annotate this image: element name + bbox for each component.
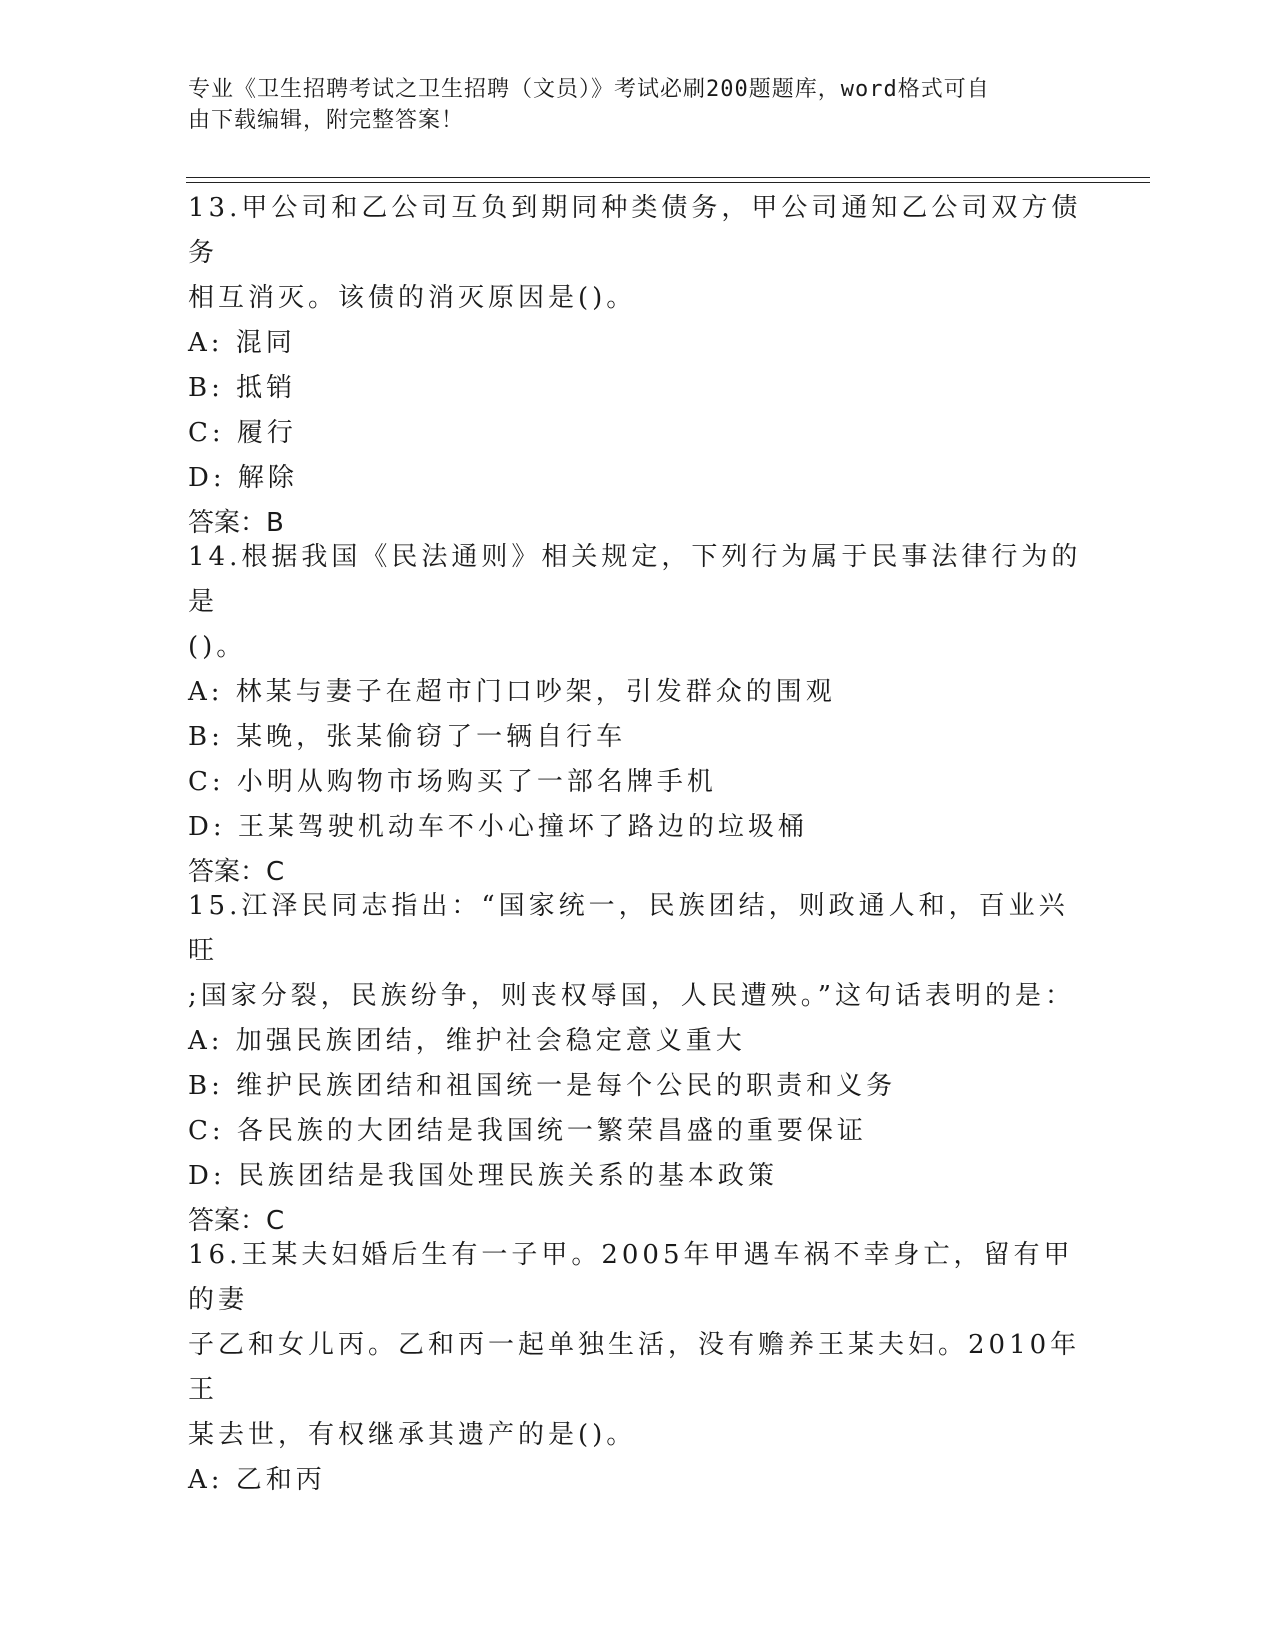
answer: 答案：C [188, 857, 285, 887]
header-divider-top [186, 177, 1150, 178]
header-line-1: 专业《卫生招聘考试之卫生招聘（文员）》考试必刷200题题库，word格式可自 [188, 77, 990, 102]
answer: 答案：B [188, 508, 284, 538]
option-a: A: 林某与妻子在超市门口吵架，引发群众的围观 [188, 677, 836, 707]
question-stem: 13.甲公司和乙公司互负到期同种类债务，甲公司通知乙公司双方债务 [188, 193, 1082, 268]
header-divider-bottom [186, 182, 1150, 183]
option-c: C: 各民族的大团结是我国统一繁荣昌盛的重要保证 [188, 1116, 867, 1146]
question-16 [188, 1233, 1088, 1503]
question-13 [188, 186, 1088, 546]
option-b: B: 维护民族团结和祖国统一是每个公民的职责和义务 [188, 1071, 897, 1101]
question-stem: 子乙和女儿丙。乙和丙一起单独生活，没有赡养王某夫妇。2010年王 [188, 1330, 1081, 1405]
question-stem: 某去世，有权继承其遗产的是()。 [188, 1420, 637, 1450]
question-stem: 16.王某夫妇婚后生有一子甲。2005年甲遇车祸不幸身亡，留有甲的妻 [188, 1240, 1074, 1315]
question-stem: ;国家分裂，民族纷争，则丧权辱国，人民遭殃。”这句话表明的是： [188, 981, 1076, 1011]
option-a: A: 混同 [188, 328, 296, 358]
question-14 [188, 535, 1088, 895]
question-stem: ()。 [188, 632, 247, 662]
option-d: D: 王某驾驶机动车不小心撞坏了路边的垃圾桶 [188, 812, 808, 842]
option-b: B: 某晚，张某偷窃了一辆自行车 [188, 722, 627, 752]
answer: 答案：C [188, 1206, 285, 1236]
option-c: C: 小明从购物市场购买了一部名牌手机 [188, 767, 717, 797]
option-b: B: 抵销 [188, 373, 297, 403]
question-stem: 15.江泽民同志指出：“国家统一，民族团结，则政通人和，百业兴旺 [188, 891, 1069, 966]
option-c: C: 履行 [188, 418, 297, 448]
option-d: D: 民族团结是我国处理民族关系的基本政策 [188, 1161, 778, 1191]
question-stem: 相互消灭。该债的消灭原因是()。 [188, 283, 637, 313]
option-a: A: 加强民族团结，维护社会稳定意义重大 [188, 1026, 746, 1056]
question-15 [188, 884, 1088, 1244]
document-header [188, 74, 1068, 136]
header-line-2: 由下载编辑，附完整答案！ [188, 108, 465, 133]
question-stem: 14.根据我国《民法通则》相关规定，下列行为属于民事法律行为的是 [188, 542, 1082, 617]
option-a: A: 乙和丙 [188, 1465, 326, 1495]
option-d: D: 解除 [188, 463, 298, 493]
